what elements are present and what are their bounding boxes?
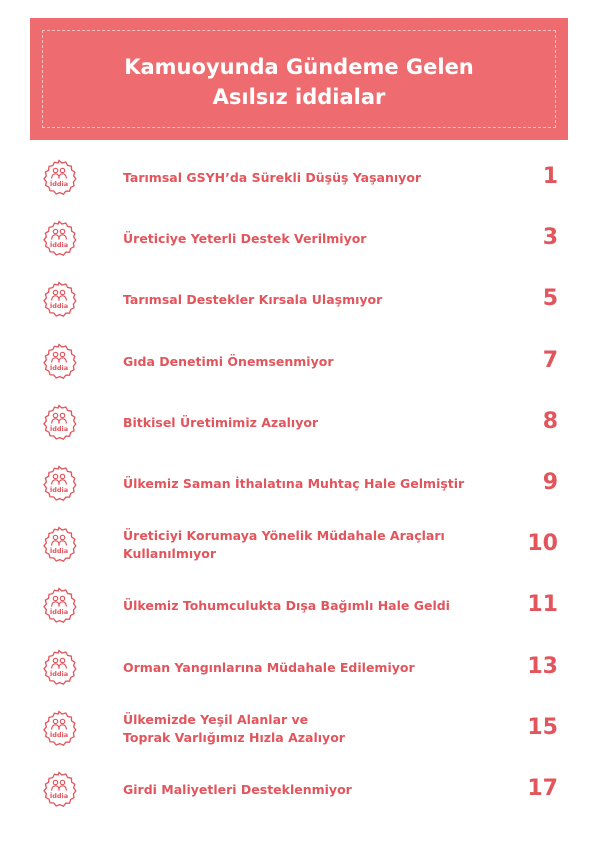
entry-title-line: Gıda Denetimi Önemsenmiyor <box>123 353 334 369</box>
iddia-badge-label: İddia <box>49 241 69 250</box>
entry-title <box>123 527 518 563</box>
entry-title <box>123 353 518 371</box>
iddia-badge-icon <box>39 709 79 749</box>
entry-title-line: Ülkemizde Yeşil Alanlar ve <box>123 711 309 727</box>
iddia-badge-icon <box>39 770 79 810</box>
iddia-badge-label: İddia <box>49 363 69 372</box>
entry-title-line: Kullanılmıyor <box>123 546 217 562</box>
entry-title <box>123 597 518 615</box>
iddia-badge-icon <box>39 464 79 504</box>
entry-title-line: Tarımsal GSYH’da Sürekli Düşüş Yaşanıyor <box>123 170 422 185</box>
entry-page-number: 7 <box>542 347 558 373</box>
iddia-badge-label: İddia <box>49 424 69 433</box>
entry-title-line: Orman Yangınlarına Müdahale Edilemiyor <box>123 659 415 675</box>
contents-entry-2[interactable] <box>0 211 600 271</box>
iddia-badge-icon <box>39 280 79 320</box>
entry-title-line: Girdi Maliyetleri Desteklenmiyor <box>123 782 352 797</box>
contents-entry-10[interactable] <box>0 701 600 761</box>
entry-title <box>123 659 518 677</box>
entry-title-line: Ülkemiz Saman İthalatına Muhtaç Hale Gelmiştir <box>123 476 465 491</box>
page-title-line-2: Asılsız iddialar <box>212 85 386 109</box>
page-title-line-1: Kamuoyunda Gündeme Gelen <box>124 55 474 79</box>
entry-title-line: Üreticiyi Korumaya Yönelik Müdahale Araçları <box>123 528 445 544</box>
entry-title-line: Üreticiye Yeterli Destek Verilmiyor <box>123 231 367 247</box>
contents-entry-4[interactable] <box>0 334 600 394</box>
iddia-badge-label: İddia <box>49 547 69 556</box>
entry-title <box>123 291 518 309</box>
entry-title <box>123 414 518 432</box>
iddia-badge-icon <box>39 525 79 565</box>
entry-title-line: Ülkemiz Tohumculukta Dışa Bağımlı Hale Geldi <box>123 598 450 614</box>
entry-title-line: Tarımsal Destekler Kırsala Ulaşmıyor <box>123 292 383 308</box>
entry-page-number: 15 <box>527 714 558 740</box>
contents-entry-5[interactable] <box>0 395 600 455</box>
contents-entry-9[interactable] <box>0 640 600 700</box>
contents-entry-7[interactable] <box>0 517 600 577</box>
entry-title <box>123 711 518 747</box>
entry-title-line: Bitkisel Üretimimiz Azalıyor <box>123 414 319 430</box>
iddia-badge-icon <box>39 586 79 626</box>
page-title <box>30 52 568 112</box>
entry-title-line: Toprak Varlığımız Hızla Azalıyor <box>123 729 345 745</box>
iddia-badge-icon <box>39 648 79 688</box>
entry-title <box>123 230 518 248</box>
iddia-badge-icon <box>39 403 79 443</box>
contents-entry-1[interactable] <box>0 150 600 210</box>
contents-entry-3[interactable] <box>0 272 600 332</box>
iddia-badge-label: İddia <box>49 486 69 494</box>
entry-title <box>123 781 518 799</box>
entry-page-number: 17 <box>527 776 558 801</box>
iddia-badge-label: İddia <box>49 730 69 739</box>
header-banner <box>30 18 568 140</box>
iddia-badge-icon <box>39 342 79 382</box>
entry-title <box>123 169 518 187</box>
entry-page-number: 10 <box>527 531 558 557</box>
entry-page-number: 9 <box>542 470 558 495</box>
contents-entry-6[interactable] <box>0 456 600 516</box>
entry-title <box>123 475 518 493</box>
entry-page-number: 8 <box>542 408 558 434</box>
entry-page-number: 3 <box>542 225 558 251</box>
iddia-badge-label: İddia <box>49 608 69 617</box>
iddia-badge-icon <box>39 219 79 259</box>
iddia-badge-icon <box>39 158 79 198</box>
iddia-badge-label: İddia <box>49 792 69 800</box>
entry-page-number: 5 <box>542 286 558 312</box>
contents-entry-11[interactable] <box>0 762 600 822</box>
iddia-badge-label: İddia <box>49 669 69 678</box>
iddia-badge-label: İddia <box>49 180 69 188</box>
entry-page-number: 11 <box>527 592 558 618</box>
entry-page-number: 1 <box>542 164 558 189</box>
iddia-badge-label: İddia <box>49 302 69 311</box>
contents-entry-8[interactable] <box>0 578 600 638</box>
entry-page-number: 13 <box>527 653 558 679</box>
